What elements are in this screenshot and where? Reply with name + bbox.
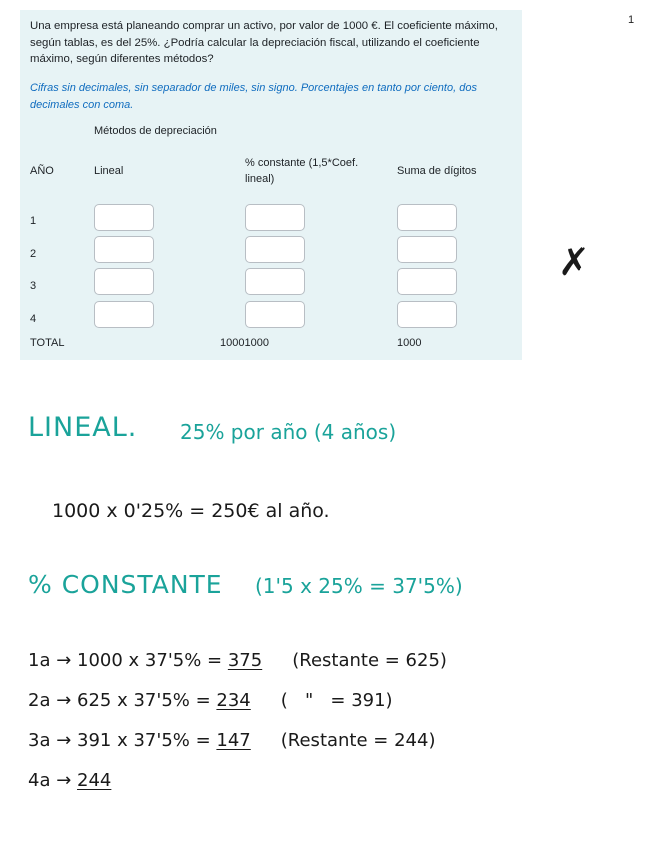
constante-line-4 — [28, 770, 111, 791]
col-suma-header: Suma de dígitos — [397, 165, 477, 177]
lineal-note: 25% por año (4 años) — [180, 420, 397, 444]
row-label-3: 3 — [30, 280, 37, 292]
line-prefix: 3a → 391 x 37'5% = — [28, 730, 217, 751]
question-text: Una empresa está planeando comprar un activo, por valor de 1000 €. El coeficiente máximo, según tablas, es del 25%. ¿Podría calcular la depreciación fiscal, utilizando el coeficiente máximo, según diferentes métodos? — [30, 20, 498, 65]
row-label-4: 4 — [30, 313, 37, 325]
lineal-title: LINEAL. — [28, 412, 138, 443]
row-label-2: 2 — [30, 248, 37, 260]
question-panel — [20, 10, 522, 360]
constante-line-2 — [28, 690, 393, 711]
question-hint: Cifras sin decimales, sin separador de miles, sin signo. Porcentajes en tanto por ciento, dos decimales con coma. — [30, 82, 477, 111]
page-number: 1 — [628, 14, 635, 26]
line-note: ( " = 391) — [280, 690, 393, 711]
constante-note: (1'5 x 25% = 37'5%) — [255, 574, 463, 598]
constante-input-3[interactable] — [245, 268, 305, 295]
constante-input-2[interactable] — [245, 236, 305, 263]
suma-input-1[interactable] — [397, 204, 457, 231]
col-constante-header: % constante (1,5*Coef. lineal) — [245, 157, 359, 185]
line-result: 234 — [216, 690, 251, 711]
constante-line-3 — [28, 730, 435, 751]
lineal-input-1[interactable] — [94, 204, 154, 231]
constante-title: % CONSTANTE — [28, 570, 223, 599]
line-prefix: 4a → — [28, 770, 78, 791]
suma-input-3[interactable] — [397, 268, 457, 295]
lineal-input-4[interactable] — [94, 301, 154, 328]
total-suma: 1000 — [397, 337, 422, 349]
lineal-input-3[interactable] — [94, 268, 154, 295]
constante-input-1[interactable] — [245, 204, 305, 231]
constante-input-4[interactable] — [245, 301, 305, 328]
line-prefix: 2a → 625 x 37'5% = — [28, 690, 217, 711]
line-note: (Restante = 244) — [280, 730, 436, 751]
col-lineal-header: Lineal — [94, 165, 124, 177]
line-result: 147 — [216, 730, 251, 751]
lineal-input-2[interactable] — [94, 236, 154, 263]
line-note: (Restante = 625) — [292, 650, 447, 671]
suma-input-2[interactable] — [397, 236, 457, 263]
constante-line-1 — [28, 650, 447, 671]
line-result: 375 — [227, 650, 263, 671]
col-year-header: AÑO — [30, 165, 54, 177]
line-prefix: 1a → 1000 x 37'5% = — [28, 650, 228, 671]
handwritten-mark: ✗ — [558, 240, 590, 284]
suma-input-4[interactable] — [397, 301, 457, 328]
total-lineal-constante: 10001000 — [220, 337, 269, 349]
methods-header: Métodos de depreciación — [94, 125, 217, 137]
total-label: TOTAL — [30, 337, 65, 349]
row-label-1: 1 — [30, 215, 37, 227]
line-result: 244 — [77, 770, 112, 791]
lineal-calculation: 1000 x 0'25% = 250€ al año. — [52, 500, 330, 522]
